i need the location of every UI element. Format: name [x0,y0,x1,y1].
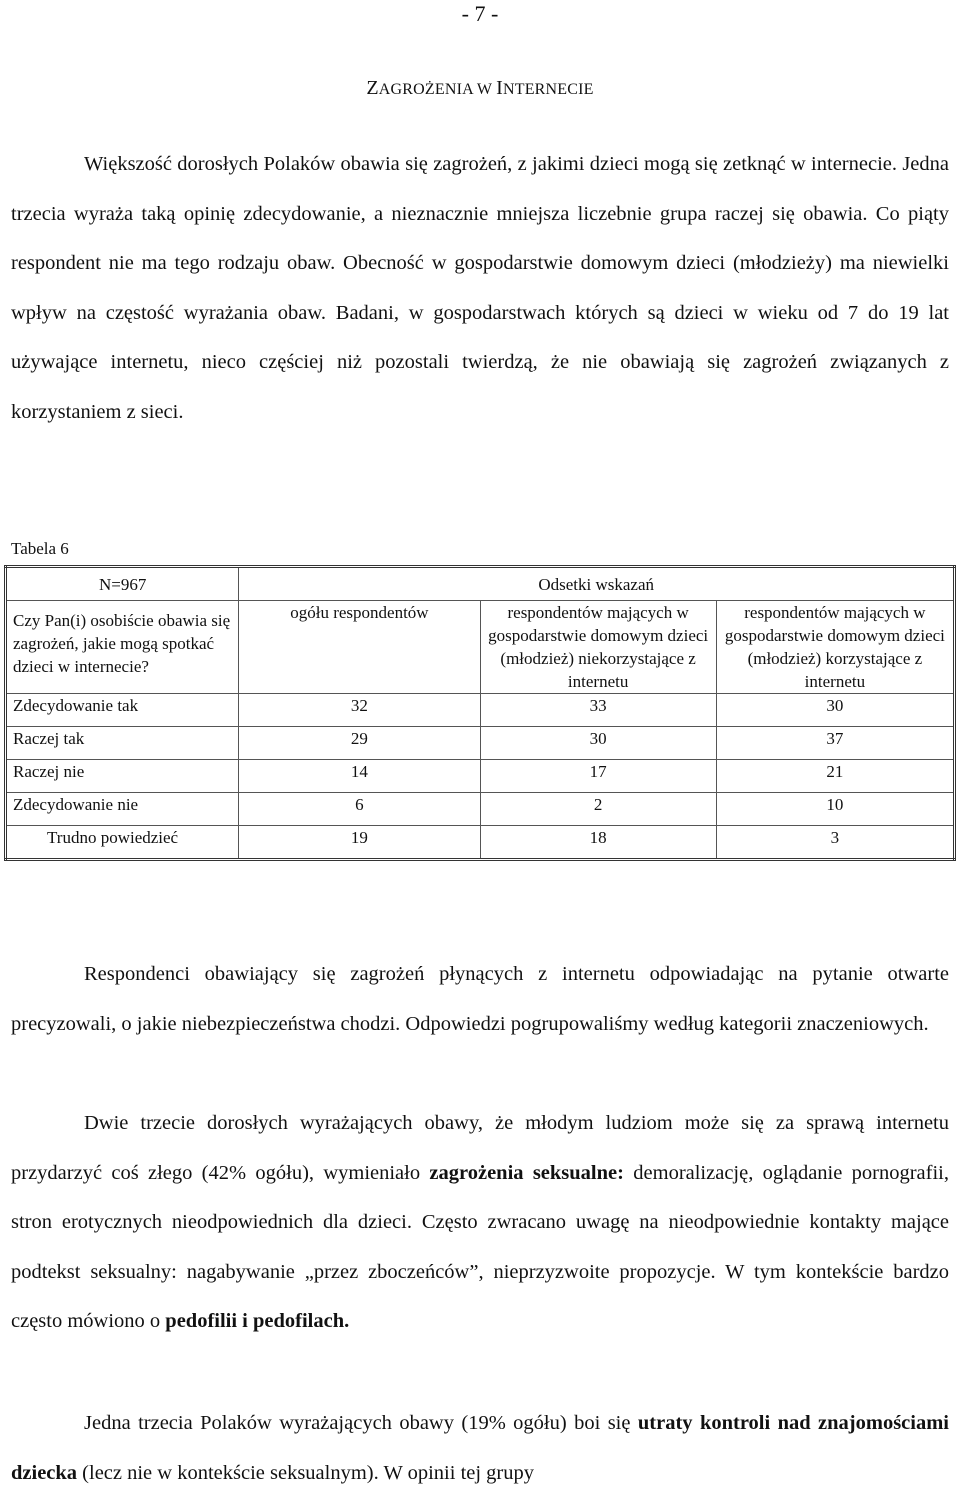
row-value: 3 [716,826,954,860]
row-value: 30 [716,694,954,727]
section-heading [0,74,960,104]
row-value: 14 [239,760,480,793]
para3-text-a: Dwie trzecie dorosłych wyrażających obawy, że młodym ludziom może się za sprawą internetu przydarzyć coś złego (42% ogółu), wymieniało [11,1112,949,1184]
para3-bold-d: pedofilii i pedofilach. [165,1310,350,1332]
paragraph-categories [11,950,949,1049]
para3-text-c: demoralizację, oglądanie pornografii, stron erotycznych nieodpowiednich dla dzieci. Często zwracano uwagę na nieodpowiednie kontakty mające podtekst seksualny: nagabywanie „przez zboczeńców”, nieprzyzwoite propozycje. W tym kontekście bardzo często mówiono o [11,1161,949,1332]
row-label: Zdecydowanie tak [6,694,239,727]
sample-size-cell: N=967 [6,567,239,601]
row-label: Zdecydowanie nie [6,793,239,826]
paragraph-intro [11,140,949,437]
row-value: 29 [239,727,480,760]
row-value: 19 [239,826,480,860]
heading-rest-2: NTERNECIE [502,81,594,98]
paragraph-categories-text: Respondenci obawiający się zagrożeń płynących z internetu odpowiadając na pytanie otwarte precyzowali, o jakie niebezpieczeństwa chodzi. Odpowiedzi pogrupowaliśmy według kategorii znaczeniowych. [11,963,949,1035]
paragraph-sexual-threats [11,1099,949,1347]
table-row [6,793,955,826]
row-value: 10 [716,793,954,826]
row-value: 2 [480,793,716,826]
row-value: 32 [239,694,480,727]
page-number: - 7 - [461,1,499,26]
row-value: 17 [480,760,716,793]
table-row [6,760,955,793]
para4-text-a: Jedna trzecia Polaków wyrażających obawy (19% ogółu) boi się [84,1412,638,1434]
col1-header: ogółu respondentów [239,601,480,694]
para3-bold-b: zagrożenia seksualne: [429,1161,624,1184]
heading-rest-1: AGROŻENIA W [378,81,497,98]
row-value: 18 [480,826,716,860]
question-cell: Czy Pan(i) osobiście obawia się zagrożeń, jakie mogą spotkać dzieci w internecie? [6,601,239,694]
table-header-row-2 [6,601,955,694]
paragraph-intro-text: Większość dorosłych Polaków obawia się zagrożeń, z jakimi dzieci mogą się zetknąć w internecie. Jedna trzecia wyraża taką opinię zdecydowanie, a nieznacznie mniejsza liczebnie grupa raczej się obawia. Co piąty respondent nie ma tego rodzaju obaw. Obecność w gospodarstwie domowym dzieci (młodzieży) ma niewielki wpływ na częstość wyrażania obaw. Badani, w gospodarstwach których są dzieci w wieku od 7 do 19 lat używające internetu, nieco częściej niż pozostali twierdzą, że nie obawiają się zagrożeń związanych z korzystaniem z sieci. [11,153,949,423]
row-value: 33 [480,694,716,727]
table-row [6,694,955,727]
table-header-row-1 [6,567,955,601]
heading-initial-2: I [496,77,503,99]
row-value: 21 [716,760,954,793]
results-table [4,565,956,861]
col2-header: respondentów mających w gospodarstwie domowym dzieci (młodzież) niekorzystające z internetu [480,601,716,694]
table-row [6,826,955,860]
table-caption: Tabela 6 [11,539,69,558]
para4-bold-b: utraty kontroli nad znajomościami dziecka [11,1412,949,1484]
row-value: 6 [239,793,480,826]
row-label: Raczej tak [6,727,239,760]
heading-initial-1: Z [366,77,379,99]
row-value: 37 [716,727,954,760]
table-row [6,727,955,760]
para4-text-c: (lecz nie w kontekście seksualnym). W opinii tej grupy [77,1461,535,1484]
row-label: Trudno powiedzieć [6,826,239,860]
group-header-cell: Odsetki wskazań [239,567,955,601]
row-label: Raczej nie [6,760,239,793]
paragraph-control [11,1399,949,1498]
row-value: 30 [480,727,716,760]
col3-header: respondentów mających w gospodarstwie domowym dzieci (młodzież) korzystające z internetu [716,601,954,694]
